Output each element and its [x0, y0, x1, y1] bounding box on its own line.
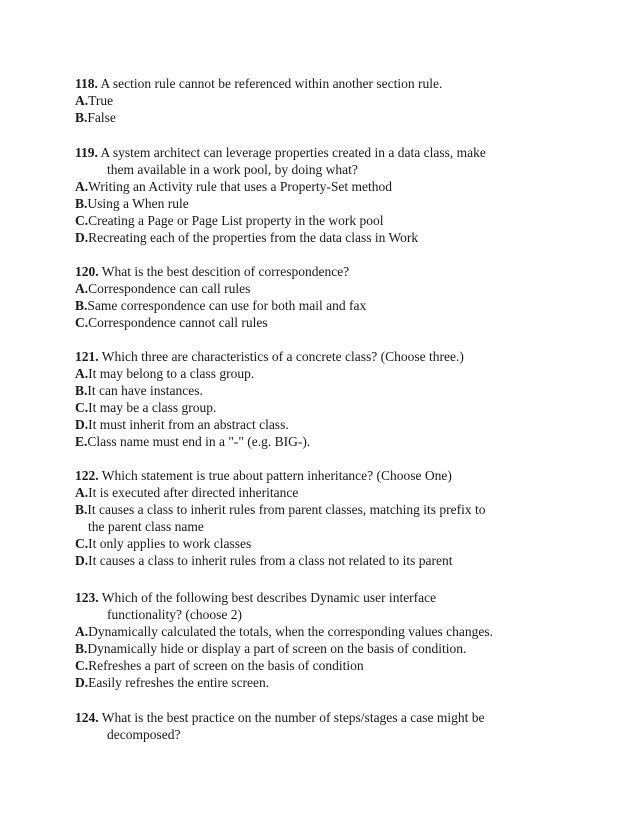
option-text: True — [88, 93, 114, 108]
option-c — [75, 314, 565, 331]
option-d — [75, 229, 565, 246]
question-stem — [75, 467, 565, 484]
question-stem-continued — [75, 726, 565, 743]
question-text: Which of the following best describes Dynamic user interface — [101, 590, 437, 605]
option-letter: B. — [75, 641, 88, 656]
question-text: Which statement is true about pattern inheritance? (Choose One) — [101, 468, 452, 483]
option-letter: D. — [75, 417, 89, 432]
option-b-continued — [75, 518, 565, 535]
option-text: It may belong to a class group. — [88, 366, 255, 381]
question-number: 123. — [75, 590, 99, 605]
option-c — [75, 399, 565, 416]
question-120 — [75, 263, 565, 331]
question-number: 119. — [75, 145, 98, 160]
option-c — [75, 212, 565, 229]
option-b — [75, 297, 565, 314]
option-text: Creating a Page or Page List property in the work pool — [88, 213, 384, 228]
option-letter: D. — [75, 230, 89, 245]
option-text: It causes a class to inherit rules from parent classes, matching its prefix to — [87, 502, 486, 517]
question-text: A system architect can leverage properties created in a data class, make — [100, 145, 486, 160]
option-d — [75, 416, 565, 433]
question-118 — [75, 75, 565, 126]
option-letter: D. — [75, 553, 89, 568]
option-letter: C. — [75, 315, 89, 330]
option-letter: B. — [75, 383, 88, 398]
option-text-continued: the parent class name — [88, 519, 204, 534]
question-stem — [75, 589, 565, 606]
option-letter: A. — [75, 179, 89, 194]
option-letter: B. — [75, 196, 88, 211]
option-text: False — [87, 110, 116, 125]
question-stem — [75, 348, 565, 365]
option-letter: A. — [75, 281, 89, 296]
option-a — [75, 623, 565, 640]
question-text-continued: functionality? (choose 2) — [107, 607, 242, 622]
question-number: 121. — [75, 349, 99, 364]
option-a — [75, 92, 565, 109]
question-number: 118. — [75, 76, 98, 91]
question-text-continued: them available in a work pool, by doing what? — [107, 162, 358, 177]
option-text: Correspondence can call rules — [88, 281, 251, 296]
question-text: What is the best practice on the number of steps/stages a case might be — [101, 710, 485, 725]
option-letter: C. — [75, 536, 89, 551]
option-letter: C. — [75, 658, 89, 673]
question-stem-continued — [75, 606, 565, 623]
option-letter: D. — [75, 675, 89, 690]
question-text: Which three are characteristics of a concrete class? (Choose three.) — [101, 349, 464, 364]
option-c — [75, 535, 565, 552]
question-119 — [75, 144, 565, 246]
option-text: Writing an Activity rule that uses a Property-Set method — [88, 179, 393, 194]
question-stem — [75, 144, 565, 161]
question-number: 122. — [75, 468, 99, 483]
question-124 — [75, 709, 565, 743]
question-text: What is the best descition of correspondence? — [101, 264, 350, 279]
option-b — [75, 109, 565, 126]
option-letter: B. — [75, 298, 88, 313]
option-b — [75, 640, 565, 657]
option-b — [75, 195, 565, 212]
question-number: 120. — [75, 264, 99, 279]
option-text: It causes a class to inherit rules from a class not related to its parent — [88, 553, 453, 568]
option-letter: E. — [75, 434, 88, 449]
question-121 — [75, 348, 565, 450]
option-a — [75, 280, 565, 297]
question-text: A section rule cannot be referenced within another section rule. — [100, 76, 443, 91]
question-text-continued: decomposed? — [107, 727, 181, 742]
option-text: Dynamically hide or display a part of screen on the basis of condition. — [87, 641, 467, 656]
option-letter: A. — [75, 624, 89, 639]
option-text: Class name must end in a "-" (e.g. BIG-). — [87, 434, 311, 449]
option-e — [75, 433, 565, 450]
option-letter: A. — [75, 366, 89, 381]
option-letter: C. — [75, 213, 89, 228]
option-b — [75, 501, 565, 518]
question-stem — [75, 709, 565, 726]
option-c — [75, 657, 565, 674]
option-letter: A. — [75, 485, 89, 500]
option-text: It is executed after directed inheritance — [88, 485, 299, 500]
option-text: Easily refreshes the entire screen. — [88, 675, 270, 690]
option-text: Refreshes a part of screen on the basis of condition — [88, 658, 364, 673]
option-text: It may be a class group. — [88, 400, 217, 415]
option-d — [75, 552, 565, 569]
option-text: It can have instances. — [87, 383, 203, 398]
option-letter: A. — [75, 93, 89, 108]
question-stem — [75, 263, 565, 280]
option-letter: B. — [75, 502, 88, 517]
option-b — [75, 382, 565, 399]
option-text: Dynamically calculated the totals, when the corresponding values changes. — [88, 624, 493, 639]
option-text: Recreating each of the properties from the data class in Work — [88, 230, 419, 245]
option-d — [75, 674, 565, 691]
option-a — [75, 178, 565, 195]
question-number: 124. — [75, 710, 99, 725]
option-text: Using a When rule — [87, 196, 189, 211]
option-text: It must inherit from an abstract class. — [88, 417, 289, 432]
question-stem-continued — [75, 161, 565, 178]
question-123 — [75, 589, 565, 691]
option-a — [75, 484, 565, 501]
option-letter: B. — [75, 110, 88, 125]
option-text: Same correspondence can use for both mail and fax — [87, 298, 367, 313]
option-text: It only applies to work classes — [88, 536, 252, 551]
question-122 — [75, 467, 565, 569]
option-text: Correspondence cannot call rules — [88, 315, 268, 330]
option-a — [75, 365, 565, 382]
question-stem — [75, 75, 565, 92]
option-letter: C. — [75, 400, 89, 415]
